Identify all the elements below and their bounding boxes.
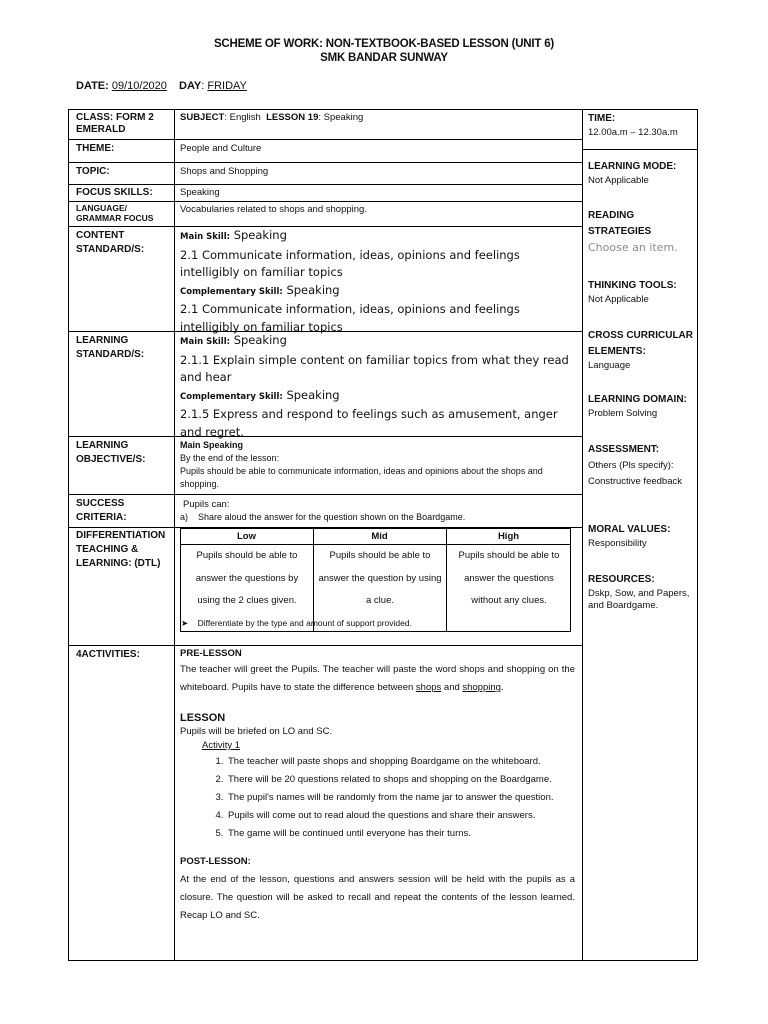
thinking-tools-label: THINKING TOOLS: bbox=[588, 280, 677, 291]
pre-lesson-text-a: The teacher will greet the Pupils. The teacher will paste the word shops and shopping on the whiteboard. Pupils have to state the difference between bbox=[180, 664, 575, 693]
activity-step: 3. The pupil's names will be randomly from the name jar to answer the question. bbox=[226, 789, 575, 807]
thinking-tools-block bbox=[588, 278, 694, 306]
row-divider bbox=[68, 201, 582, 202]
sidebar-divider bbox=[582, 109, 583, 961]
dtl-header-high: High bbox=[497, 531, 520, 542]
activity-step: 5. The game will be continued until everyone has their turns. bbox=[226, 825, 575, 843]
arrow-bullet-icon: ➤ bbox=[181, 618, 189, 628]
learning-domain-value: Problem Solving bbox=[588, 408, 658, 419]
resources-value: Dskp, Sow, and Papers, and Boardgame. bbox=[588, 588, 690, 611]
day-field: DAY: FRIDAY bbox=[179, 80, 247, 92]
lesson-value: Speaking bbox=[323, 112, 364, 123]
school-name: SMK BANDAR SUNWAY bbox=[320, 52, 448, 64]
dtl-cell-low: Pupils should be able to answer the questions by using the 2 clues given. bbox=[195, 550, 299, 606]
dtl-cell-mid: Pupils should be able to answer the question by using a clue. bbox=[318, 550, 442, 606]
subject-lesson-cell: SUBJECT: English LESSON 19: Speaking bbox=[180, 112, 364, 123]
dtl-header-low: Low bbox=[237, 531, 256, 542]
learning-main-standard: 2.1.1 Explain simple content on familiar topics from what they read and hear bbox=[180, 352, 569, 384]
activity-title: Activity 1 bbox=[202, 740, 241, 751]
dtl-header-mid: Mid bbox=[371, 531, 388, 542]
reading-strategies-dropdown[interactable]: Choose an item. bbox=[588, 241, 678, 254]
topic-value: Shops and Shopping bbox=[180, 166, 269, 177]
comp-skill-label: Complementary Skill: bbox=[180, 286, 283, 297]
row-divider bbox=[68, 184, 582, 185]
lesson-label: LESSON 19 bbox=[266, 112, 319, 123]
lesson-heading: LESSON bbox=[180, 712, 226, 724]
time-block bbox=[588, 111, 694, 139]
dtl-cell-high: Pupils should be able to answer the questions without any clues. bbox=[458, 550, 560, 606]
assessment-block bbox=[588, 442, 694, 490]
activity-step: 4. Pupils will come out to read aloud the questions and share their answers. bbox=[226, 807, 575, 825]
assessment-value: Others (Pls specify): Constructive feedback bbox=[588, 460, 682, 487]
learning-objective-label: LEARNING OBJECTIVE/S: bbox=[76, 440, 146, 465]
main-skill-value: Speaking bbox=[233, 333, 287, 347]
subject-value: English bbox=[229, 112, 261, 123]
success-criteria-label: SUCCESS CRITERIA: bbox=[76, 498, 127, 523]
success-item: Share aloud the answer for the question shown on the Boardgame. bbox=[198, 512, 466, 522]
learning-domain-block bbox=[588, 392, 694, 420]
success-item-marker: a) bbox=[180, 512, 189, 522]
activity-step: 1. The teacher will paste shops and shopping Boardgame on the whiteboard. bbox=[226, 753, 575, 771]
row-divider bbox=[68, 494, 582, 495]
post-lesson-heading: POST-LESSON: bbox=[180, 856, 251, 867]
main-skill-value: Speaking bbox=[233, 228, 287, 242]
theme-value: People and Culture bbox=[180, 143, 262, 154]
row-divider bbox=[68, 139, 582, 140]
moral-values-block bbox=[588, 522, 694, 550]
objective-line-2: Pupils should be able to communicate information, ideas and opinions about the shops and shopping. bbox=[180, 466, 543, 489]
language-focus-value: Vocabularies related to shops and shopping. bbox=[180, 204, 367, 215]
moral-values-label: MORAL VALUES: bbox=[588, 524, 671, 535]
pre-lesson-text bbox=[180, 661, 575, 697]
main-skill-label: Main Skill: bbox=[180, 232, 231, 242]
learning-mode-value: Not Applicable bbox=[588, 175, 649, 186]
cross-curricular-value: Language bbox=[588, 360, 631, 371]
comp-skill-value: Speaking bbox=[286, 387, 340, 402]
activities-label: 4ACTIVITIES: bbox=[76, 649, 140, 660]
dtl-note-text: Differentiate by the type and amount of support provided. bbox=[197, 618, 412, 628]
reading-strategies-label: READING STRATEGIES bbox=[588, 210, 652, 237]
day-value: FRIDAY bbox=[207, 80, 247, 92]
time-value: 12.00a.m – 12.30a.m bbox=[588, 127, 678, 138]
learning-standard-label: LEARNING STANDARD/S: bbox=[76, 335, 145, 360]
objective-heading: Main Speaking bbox=[180, 440, 244, 450]
learning-comp-standard: 2.1.5 Express and respond to feelings such as amusement, anger and regret. bbox=[180, 407, 558, 439]
pre-lesson-word-shops: shops bbox=[415, 682, 442, 693]
pre-lesson-heading: PRE-LESSON bbox=[180, 648, 242, 659]
day-label: DAY bbox=[179, 80, 202, 92]
dtl-label: DIFFERENTIATION TEACHING & LEARNING: (DTL) bbox=[76, 530, 166, 569]
learning-mode-label: LEARNING MODE: bbox=[588, 161, 677, 172]
theme-label: THEME: bbox=[76, 143, 115, 154]
success-criteria-cell bbox=[180, 498, 466, 524]
objective-line-1: By the end of the lesson: bbox=[180, 453, 280, 463]
comp-skill-value: Speaking bbox=[286, 282, 340, 297]
thinking-tools-value: Not Applicable bbox=[588, 294, 649, 305]
reading-strategies-block bbox=[588, 208, 694, 256]
activities-cell bbox=[180, 646, 575, 925]
learning-standard-cell bbox=[180, 332, 575, 441]
document-title: SCHEME OF WORK: NON-TEXTBOOK-BASED LESSON (UNIT 6) bbox=[213, 38, 555, 50]
pre-lesson-word-shopping: shopping bbox=[462, 682, 501, 693]
moral-values-value: Responsibility bbox=[588, 538, 647, 549]
post-lesson-text: At the end of the lesson, questions and answers session will be held with the pupils as a closure. The question will be asked to recall and repeat the contents of the lesson learned. Recap LO and SC. bbox=[180, 874, 575, 921]
topic-label: TOPIC: bbox=[76, 166, 110, 177]
focus-skills-label: FOCUS SKILLS: bbox=[76, 187, 153, 198]
cross-curricular-label: CROSS CURRICULAR ELEMENTS: bbox=[588, 330, 693, 357]
time-label: TIME: bbox=[588, 113, 616, 124]
label-column-divider bbox=[174, 109, 175, 961]
row-divider bbox=[68, 162, 582, 163]
class-label: CLASS: FORM 2 EMERALD bbox=[76, 112, 154, 135]
comp-skill-label: Complementary Skill: bbox=[180, 391, 283, 402]
learning-domain-label: LEARNING DOMAIN: bbox=[588, 394, 687, 405]
date-label: DATE: bbox=[76, 80, 109, 92]
cross-curricular-block bbox=[588, 328, 694, 372]
success-intro: Pupils can: bbox=[183, 499, 230, 510]
language-focus-label: LANGUAGE/ GRAMMAR FOCUS bbox=[76, 203, 154, 223]
lesson-intro: Pupils will be briefed on LO and SC. bbox=[180, 726, 333, 737]
dtl-note bbox=[181, 618, 412, 629]
activity-steps bbox=[180, 753, 575, 843]
main-skill-label: Main Skill: bbox=[180, 337, 231, 347]
subject-label: SUBJECT bbox=[180, 112, 225, 123]
content-standard-cell bbox=[180, 227, 575, 336]
content-main-standard: 2.1 Communicate information, ideas, opinions and feelings intelligibly on familiar topics bbox=[180, 247, 520, 279]
pre-lesson-end: . bbox=[500, 682, 504, 693]
date-value: 09/10/2020 bbox=[111, 80, 167, 92]
learning-mode-block bbox=[588, 159, 694, 187]
pre-lesson-and: and bbox=[441, 682, 463, 693]
resources-label: RESOURCES: bbox=[588, 574, 655, 585]
assessment-label: ASSESSMENT: bbox=[588, 444, 660, 455]
content-standard-label: CONTENT STANDARD/S: bbox=[76, 230, 145, 255]
learning-objective-cell bbox=[180, 439, 575, 491]
activity-step: 2. There will be 20 questions related to shops and shopping on the Boardgame. bbox=[226, 771, 575, 789]
content-comp-standard: 2.1 Communicate information, ideas, opinions and feelings intelligibly on familiar topics bbox=[180, 302, 520, 334]
resources-block bbox=[588, 572, 694, 612]
focus-skills-value: Speaking bbox=[180, 187, 220, 198]
sidebar-row-divider bbox=[582, 149, 698, 150]
date-field bbox=[76, 80, 167, 92]
